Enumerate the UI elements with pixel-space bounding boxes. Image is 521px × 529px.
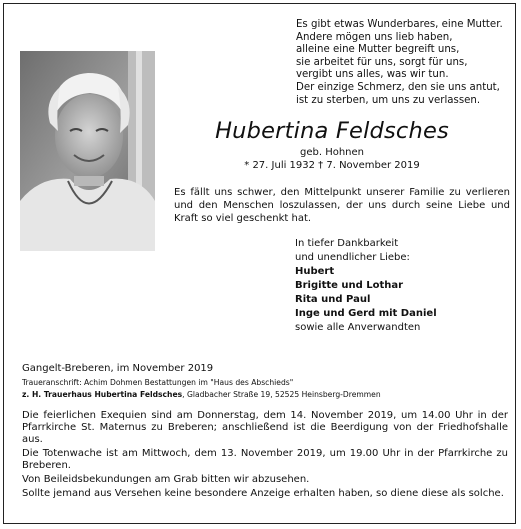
place-date: Gangelt-Breberen, im November 2019 — [22, 363, 214, 374]
obituary-card — [3, 3, 516, 524]
mourner-name: Hubert — [295, 266, 335, 277]
service-details — [22, 410, 508, 501]
service-paragraph: Sollte jemand aus Versehen keine besondere Anzeige erhalten haben, so diene diese als solche. — [22, 487, 504, 499]
poem-line: Andere mögen uns lieb haben, — [296, 31, 453, 43]
mourning-address: Traueranschrift: Achim Dohmen Bestattungen im "Haus des Abschieds" — [22, 378, 294, 387]
deceased-name: Hubertina Feldsches — [215, 118, 449, 144]
address-street: , Gladbacher Straße 19, 52525 Heinsberg-Dremmen — [182, 390, 381, 399]
portrait-photo — [20, 51, 155, 251]
service-paragraph: Die Totenwache ist am Mittwoch, dem 13. November 2019, um 19.00 Uhr in der Pfarrkirche zu Breberen. — [22, 448, 508, 472]
life-dates: * 27. Juli 1932 † 7. November 2019 — [244, 160, 420, 171]
poem — [296, 19, 511, 107]
mourner-name: Brigitte und Lothar — [295, 280, 404, 291]
portrait-image — [20, 51, 155, 251]
service-paragraph: Die feierlichen Exequien sind am Donnerstag, dem 14. November 2019, um 14.00 Uhr in der Pfarrkirche St. Maternus zu Breberen; anschließend ist die Beerdigung von der Friedhofshalle aus. — [22, 410, 508, 446]
poem-line: Es gibt etwas Wunderbares, eine Mutter. — [296, 19, 503, 30]
mourner-name: Rita und Paul — [295, 294, 371, 305]
poem-line: alleine eine Mutter begreift uns, — [296, 44, 460, 56]
mourning-address-detail — [22, 390, 502, 399]
poem-line: vergibt uns alles, was wir tun. — [296, 69, 449, 81]
thanks-closing: sowie alle Anverwandten — [295, 322, 421, 333]
intro-text: Es fällt uns schwer, den Mittelpunkt unserer Familie zu verlieren und den Menschen loszulassen, der uns durch seine Liebe und Kraft so viel geschenkt hat. — [174, 187, 510, 224]
thanks-line: In tiefer Dankbarkeit — [295, 238, 399, 249]
poem-line: Der einzige Schmerz, den sie uns antut, — [296, 81, 500, 93]
thanks-line: und unendlicher Liebe: — [295, 252, 410, 263]
mourners-block — [295, 237, 505, 335]
poem-line: ist zu sterben, um uns zu verlassen. — [296, 94, 481, 106]
mourner-name: Inge und Gerd mit Daniel — [295, 308, 437, 319]
poem-line: sie arbeitet für uns, sorgt für uns, — [296, 56, 468, 68]
born-name: geb. Hohnen — [299, 147, 364, 158]
service-paragraph: Von Beileidsbekundungen am Grab bitten wir abzusehen. — [22, 474, 310, 486]
address-recipient: z. H. Trauerhaus Hubertina Feldsches — [22, 390, 183, 399]
